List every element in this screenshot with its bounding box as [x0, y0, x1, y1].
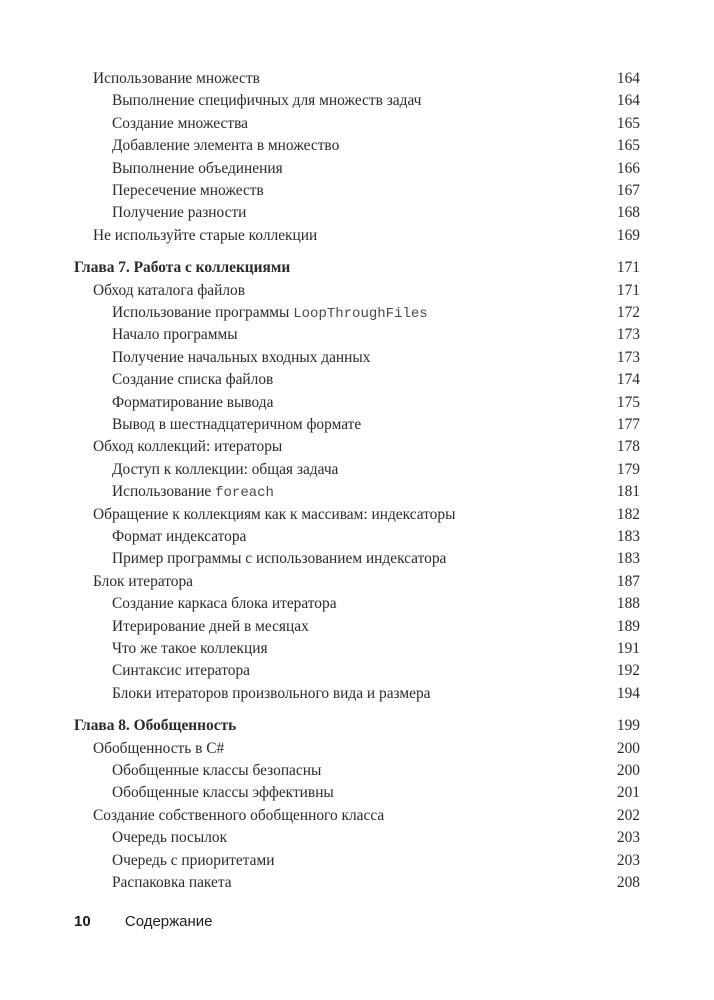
toc-subsection-entry: [0, 783, 714, 803]
toc-entry-title: [112, 549, 446, 569]
toc-entry-page-number: 171: [616, 259, 640, 277]
toc-entry-title: [112, 639, 268, 659]
toc-entry-page-number: 203: [616, 851, 640, 869]
toc-entry-page-number: 202: [616, 806, 640, 824]
toc-entry-page-number: 183: [616, 550, 640, 568]
toc-entry-title: [112, 203, 246, 223]
toc-entry-page-number: 173: [616, 326, 640, 344]
toc-subsection-entry: [0, 482, 714, 502]
toc-entry-page-number: 183: [616, 528, 640, 545]
toc-entry-page-number: 165: [616, 137, 640, 155]
toc-entry-text: Распаковка пакета: [112, 874, 232, 891]
toc-entry-code-text: LoopThroughFiles: [293, 306, 428, 322]
toc-entry-title: [112, 415, 361, 435]
toc-subsection-entry: [0, 303, 714, 323]
toc-section-entry: [0, 69, 714, 89]
toc-entry-text: Использование: [112, 483, 216, 501]
toc-entry-title: [112, 684, 431, 704]
toc-entry-text: Обобщенность в C#: [93, 739, 225, 757]
toc-entry-page-number: 175: [616, 393, 640, 411]
toc-entry-title: [93, 437, 282, 457]
toc-entry-title: [74, 716, 236, 736]
toc-subsection-entry: [0, 114, 714, 134]
toc-entry-page-number: 169: [616, 226, 640, 244]
toc-entry-title: [112, 181, 264, 201]
toc-entry-title: [112, 325, 238, 345]
toc-entry-text: Глава 7. Работа с коллекциями: [74, 259, 291, 277]
toc-entry-text: Обход коллекций: итераторы: [93, 438, 283, 456]
toc-entry-page-number: 200: [616, 762, 640, 779]
toc-entry-title: [112, 460, 338, 480]
toc-section-entry: [0, 806, 714, 826]
toc-entry-page-number: 178: [616, 438, 640, 456]
toc-subsection-entry: [0, 661, 714, 681]
toc-entry-page-number: 200: [616, 739, 640, 757]
toc-chapter-entry: [0, 716, 714, 736]
toc-entry-title: [74, 258, 290, 278]
toc-section-entry: [0, 437, 714, 457]
toc-entry-text: Обобщенные классы безопасны: [112, 762, 322, 779]
toc-entry-title: [112, 617, 309, 637]
toc-entry-title: [93, 226, 317, 246]
toc-section-entry: [0, 281, 714, 301]
toc-subsection-entry: [0, 181, 714, 201]
toc-section-entry: [0, 739, 714, 759]
toc-entry-text: Получение разности: [112, 204, 247, 222]
toc-entry-page-number: 191: [616, 640, 640, 657]
toc-section-entry: [0, 505, 714, 525]
toc-entry-page-number: 171: [616, 281, 640, 299]
toc-entry-page-number: 189: [616, 617, 640, 635]
toc-entry-page-number: 177: [616, 416, 640, 433]
toc-entry-text: Получение начальных входных данных: [112, 348, 371, 366]
toc-entry-page-number: 168: [616, 204, 640, 222]
toc-entry-title: [112, 873, 232, 893]
toc-entry-page-number: 181: [616, 483, 640, 501]
footer-section-title: Содержание: [124, 913, 213, 930]
toc-entry-text: Создание множества: [112, 114, 248, 132]
toc-entry-title: [112, 114, 248, 134]
toc-entry-title: [112, 159, 283, 179]
toc-entry-page-number: 179: [616, 460, 640, 478]
toc-entry-text: Итерирование дней в месяцах: [112, 617, 309, 635]
toc-entry-page-number: 172: [616, 304, 640, 321]
toc-subsection-entry: [0, 761, 714, 781]
toc-entry-text: Что же такое коллекция: [112, 640, 268, 657]
toc-entry-title: [112, 661, 250, 681]
toc-entry-page-number: 194: [616, 684, 640, 702]
toc-subsection-entry: [0, 549, 714, 569]
toc-entry-page-number: 188: [616, 595, 640, 613]
toc-subsection-entry: [0, 684, 714, 704]
toc-entry-page-number: 165: [616, 114, 640, 132]
toc-entry-page-number: 174: [616, 371, 640, 389]
toc-entry-text: Форматирование вывода: [112, 393, 274, 411]
toc-subsection-entry: [0, 370, 714, 390]
toc-entry-title: [93, 281, 245, 301]
toc-entry-page-number: 164: [616, 92, 640, 110]
toc-subsection-entry: [0, 348, 714, 368]
toc-entry-text: Начало программы: [112, 326, 238, 344]
toc-entry-text: Вывод в шестнадцатеричном формате: [112, 416, 362, 433]
toc-entry-title: [112, 348, 370, 368]
toc-entry-page-number: 166: [616, 159, 640, 177]
toc-subsection-entry: [0, 393, 714, 413]
toc-subsection-entry: [0, 851, 714, 871]
toc-entry-text: Создание собственного обобщенного класса: [93, 806, 385, 824]
toc-entry-text: Пример программы с использованием индексатора: [112, 550, 447, 568]
toc-entry-title: [112, 370, 273, 390]
toc-entry-title: [93, 69, 260, 89]
toc-subsection-entry: [0, 159, 714, 179]
toc-entry-page-number: 192: [616, 662, 640, 680]
toc-subsection-entry: [0, 527, 714, 547]
toc-subsection-entry: [0, 460, 714, 480]
toc-entry-text: Использование программы: [112, 304, 294, 321]
toc-entry-title: [93, 572, 193, 592]
toc-entry-title: [112, 828, 227, 848]
toc-entry-page-number: 208: [616, 874, 640, 891]
toc-entry-title: [112, 393, 273, 413]
toc-entry-title: [112, 527, 246, 547]
toc-subsection-entry: [0, 136, 714, 156]
toc-entry-text: Глава 8. Обобщенность: [74, 717, 237, 735]
toc-entry-page-number: 203: [616, 829, 640, 847]
toc-entry-page-number: 182: [616, 505, 640, 523]
toc-subsection-entry: [0, 639, 714, 659]
toc-entry-code-text: foreach: [215, 485, 274, 502]
toc-entry-title: [112, 851, 274, 871]
toc-entry-text: Блок итератора: [93, 572, 194, 590]
toc-entry-page-number: 187: [616, 572, 640, 590]
toc-entry-title: [93, 739, 224, 759]
toc-entry-title: [112, 303, 428, 324]
toc-entry-text: Синтаксис итератора: [112, 662, 250, 680]
toc-entry-text: Обобщенные классы эффективны: [112, 784, 334, 802]
toc-entry-page-number: 199: [616, 717, 640, 735]
toc-entry-title: [112, 136, 339, 156]
toc-subsection-entry: [0, 873, 714, 893]
toc-entry-text: Выполнение специфичных для множеств задач: [112, 92, 422, 110]
toc-entry-text: Выполнение объединения: [112, 159, 283, 177]
toc-entry-title: [112, 91, 421, 111]
toc-subsection-entry: [0, 325, 714, 345]
toc-subsection-entry: [0, 828, 714, 848]
toc-chapter-entry: [0, 258, 714, 278]
toc-subsection-entry: [0, 594, 714, 614]
toc-section-entry: [0, 226, 714, 246]
toc-subsection-entry: [0, 91, 714, 111]
toc-section-entry: [0, 572, 714, 592]
toc-entry-text: Очередь посылок: [112, 829, 228, 847]
toc-entry-text: Пересечение множеств: [112, 182, 264, 199]
toc-entry-text: Создание списка файлов: [112, 371, 274, 389]
toc-entry-text: Очередь с приоритетами: [112, 851, 275, 869]
toc-subsection-entry: [0, 203, 714, 223]
footer-page-number: 10: [74, 913, 91, 930]
toc-entry-page-number: 164: [616, 70, 640, 87]
toc-entry-text: Не используйте старые коллекции: [93, 226, 318, 244]
toc-entry-text: Доступ к коллекции: общая задача: [112, 460, 339, 478]
page-footer: [74, 910, 213, 934]
toc-entry-title: [112, 594, 337, 614]
toc-entry-text: Обход каталога файлов: [93, 281, 246, 299]
toc-entry-title: [93, 806, 384, 826]
toc-subsection-entry: [0, 415, 714, 435]
toc-entry-text: Обращение к коллекциям как к массивам: индексаторы: [93, 505, 456, 523]
toc-entry-title: [112, 482, 274, 503]
toc-entry-text: Блоки итераторов произвольного вида и размера: [112, 684, 431, 702]
toc-entry-page-number: 167: [616, 182, 640, 199]
toc-entry-title: [112, 783, 334, 803]
toc-entry-title: [93, 505, 455, 525]
toc-entry-text: Использование множеств: [93, 70, 260, 87]
toc-entry-text: Добавление элемента в множество: [112, 137, 340, 155]
toc-entry-text: Формат индексатора: [112, 528, 247, 545]
toc-entry-text: Создание каркаса блока итератора: [112, 595, 337, 613]
toc-entry-page-number: 201: [616, 784, 640, 802]
toc-entry-title: [112, 761, 321, 781]
toc-entry-page-number: 173: [616, 348, 640, 366]
toc-subsection-entry: [0, 617, 714, 637]
